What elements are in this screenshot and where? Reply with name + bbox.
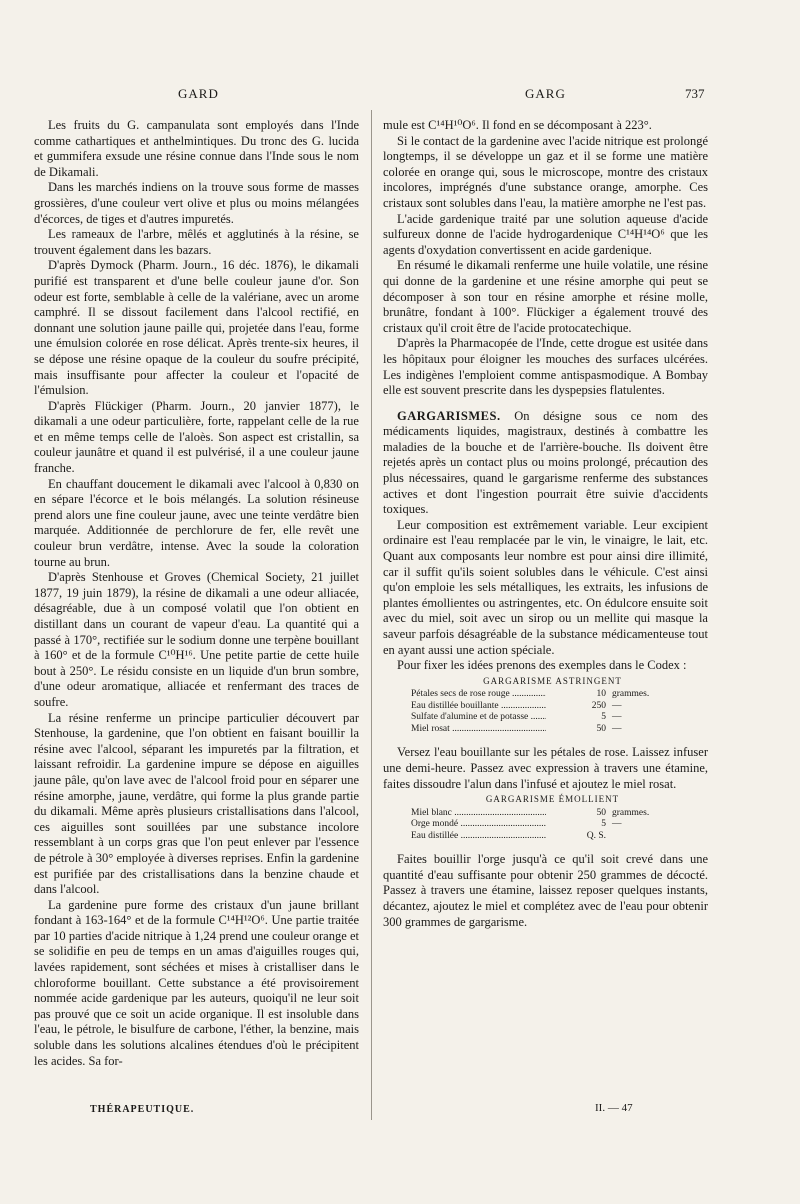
paragraph: D'après Stenhouse et Groves (Chemical Society, 21 juillet 1877, 19 juin 1879), la résine de dikamali a une odeur alliacée, désagréable, due à un composé volatil que l'on obtient en distillant dans un courant de vapeur d'eau. La quantité qui a passé à 170°, rectifiée sur le sodium donne une terpène bouillant à 160° et de la formule C¹⁰H¹⁶. Une petite partie de cette huile bout à 250°. Le résidu consiste en un liquide d'un brun sombre, d'une odeur aromatique, alliacée et renfermant des traces de soufre. xyxy=(34,570,359,709)
ingredient-row: Miel blanc ..... 50 grammes. xyxy=(411,808,668,820)
paragraph: D'après la Pharmacopée de l'Inde, cette drogue est usitée dans les hôpitaux pour éloigner les mouches des surfaces ulcérées. Les indigènes l'emploient comme antispasmodique. A Bombay elle est souvent prescrite dans les dyspepsies flatulentes. xyxy=(383,336,708,398)
ingredient-row: Orge mondé ..... 5 — xyxy=(411,819,668,831)
recipe-instructions: Versez l'eau bouillante sur les pétales de rose. Laissez infuser une demi-heure. Passez avec expression à travers une étamine, faites dissoudre l'alun dans l'infusé et ajoutez le miel rosat. xyxy=(383,745,708,791)
running-head-left: GARD xyxy=(178,86,219,101)
ingredient-list xyxy=(383,689,708,735)
paragraph: Les rameaux de l'arbre, mêlés et agglutinés à la résine, se trouvent également dans les bazars. xyxy=(34,227,359,257)
paragraph: Si le contact de la gardenine avec l'acide nitrique est prolongé longtemps, il se développe un gaz et il se forme une matière colorée en orange qui, sous le microscope, montre des cristaux incolores, imprégnés d'une substance orange, amorphe. Ces cristaux sont solubles dans l'eau, la matière amorphe ne l'est pas. xyxy=(383,133,708,210)
recipe-title: GARGARISME ASTRINGENT xyxy=(483,675,622,686)
right-column xyxy=(383,118,708,930)
paragraph: Dans les marchés indiens on la trouve sous forme de masses grossières, d'une couleur vert olive et plus ou moins mélangées d'écorces, de tiges et d'autres impuretés. xyxy=(34,180,359,226)
paragraph: D'après Flückiger (Pharm. Journ., 20 janvier 1877), le dikamali a une odeur particulière, forte, rappelant celle de la rue et en même temps celle de l'aloès. Son aspect est cristallin, sa couleur jaunâtre et quand il est pulvérisé, il a une couleur jaune franche. xyxy=(34,398,359,476)
ingredient-row: Pétales secs de rose rouge ..... 10 grammes. xyxy=(411,689,668,701)
footer-volume-mark: II. — 47 xyxy=(595,1102,633,1114)
ingredient-row: Eau distillée ..... Q. S. xyxy=(411,831,668,843)
paragraph: En résumé le dikamali renferme une huile volatile, une résine qui donne de la gardenine et une résine amorphe qui peut se décomposer à son tour en résine amorphe et résine molle, brunâtre, fondant à 100°. Flückiger a également trouvé des cristaux qu'il croit être de l'acide protocatechique. xyxy=(383,258,708,335)
ingredient-row: Miel rosat ..... 50 — xyxy=(411,724,668,736)
ingredient-row: Eau distillée bouillante ..... 250 — xyxy=(411,701,668,713)
left-column xyxy=(34,118,359,1069)
paragraph: D'après Dymock (Pharm. Journ., 16 déc. 1876), le dikamali purifié est transparent et d'une belle couleur jaune d'or. Son odeur est forte, semblable à celle de la valériane, avec un arome camphré. Il se dissout facilement dans l'alcool rectifié, en donnant une solution jaune paille qui, projetée dans l'eau, forme une émulsion colorée en rose délicat. Après trente-six heures, il se dépose une résine opaque de la couleur du soufre précipité, mais insuffisante pour affecter la couleur et l'opacité de l'émulsion. xyxy=(34,258,359,398)
entry-heading: GARGARISMES. xyxy=(397,408,501,423)
paragraph: Leur composition est extrêmement variable. Leur excipient ordinaire est l'eau remplacée par le vin, le vinaigre, le lait, etc. Quant aux composants leur nombre est pour ainsi dire illimité, car il suffit qu'ils soient solubles dans le véhicule. C'est ainsi qu'on emploie les sels métalliques, les extraits, les infusions de plantes émollientes ou astringentes, etc. On édulcore ensuite soit avec du miel, soit avec un sirop ou un mellite qui masque la saveur parfois désagréable de la substance médicamenteuse tout en ayant aussi une action spéciale. xyxy=(383,517,708,657)
running-head-right: GARG xyxy=(525,86,566,101)
paragraph: En chauffant doucement le dikamali avec l'alcool à 0,830 on en sépare l'écorce et le bois mélangés. La solution résineuse prend alors une fine couleur jaune, avec une teinte verdâtre bien marquée. Additionnée de perchlorure de fer, elle revêt une couleur brun verdâtre, intense. Avec la soude la coloration tourne au brun. xyxy=(34,476,359,569)
entry-gargarismes xyxy=(383,409,708,518)
paragraph: mule est C¹⁴H¹⁰O⁶. Il fond en se décomposant à 223°. xyxy=(383,118,652,132)
paragraph: L'acide gardenique traité par une solution aqueuse d'acide sulfureux donne de l'acide hydrogardenique C¹⁴H¹⁴O⁶ que les agents d'oxydation convertissent en acide gardenique. xyxy=(383,211,708,257)
paragraph: Les fruits du G. campanulata sont employés dans l'Inde comme cathartiques et anthelmintiques. Du tronc des G. lucida et gummifera exsude une résine connue dans l'Inde sous le nom de Dikamali. xyxy=(34,118,359,179)
entry-intro: On désigne sous ce nom des médicaments liquides, magistraux, destinés à combattre les maladies de la bouche et de l'arrière-bouche. Ils doivent être rejetés après un contact plus ou moins prolongé, précaution des plus nécessaires, quand le gargarisme renferme des substances actives et dont l'ingestion pourrait être suivie d'accidents toxiques. xyxy=(383,408,708,517)
ingredient-list xyxy=(383,808,708,843)
paragraph: La gardenine pure forme des cristaux d'un jaune brillant fondant à 163-164° et de la formule C¹⁴H¹²O⁶. Une partie traitée par 10 parties d'acide nitrique à 1,24 prend une couleur orange et se solidifie en peu de temps en un amas d'aiguilles rouges qui, lavées rapidement, sont séchées et mises à cristalliser dans le chloroforme bouillant. Cette substance a été provisoirement nommée acide gardenique par les auteurs, quoiqu'il ne leur soit pas prouvé que ce soit un acide organique. Il est insoluble dans l'eau, le pétrole, le bisulfure de carbone, l'éther, la benzine, mais soluble dans les solutions alcalines étendues d'où le précipitent les acides. Sa for- xyxy=(34,897,359,1068)
footer-signature: THÉRAPEUTIQUE. xyxy=(90,1104,195,1115)
page-number: 737 xyxy=(685,86,705,101)
recipe-title: GARGARISME ÉMOLLIENT xyxy=(485,794,620,805)
ingredient-row: Sulfate d'alumine et de potasse ..... 5 — xyxy=(411,712,668,724)
paragraph: Pour fixer les idées prenons des exemples dans le Codex : xyxy=(397,658,687,673)
paragraph: La résine renferme un principe particulier découvert par Stenhouse, la gardenine, que l'on obtient en faisant bouillir la résine avec l'alcool, séparant les impuretés par la filtration, et laissant refroidir. La gardenine impure se dépose en aiguilles jaune pâle, qu'on lave avec de l'alcool froid pour en séparer une résine amorphe, jaune, verdâtre, qui forme la plus grande partie du dikamali. Même après plusieurs cristallisations dans l'alcool, ces aiguilles sont souillées par une substance incolore ressemblant à un corps gras que l'on peut enlever par l'essence de pétrole à 30° employée à diverses reprises. Enfin la gardenine est purifiée par des cristallisations dans la benzine chaude et dans l'alcool. xyxy=(34,710,359,897)
recipe-instructions: Faites bouillir l'orge jusqu'à ce qu'il soit crevé dans une quantité d'eau suffisante pour obtenir 250 grammes de décocté. Passez à travers une étamine, laissez reposer quelques instants, décantez, ajoutez le miel et complétez avec de l'eau pour obtenir 300 grammes de gargarisme. xyxy=(383,852,708,929)
column-divider xyxy=(371,110,372,1120)
